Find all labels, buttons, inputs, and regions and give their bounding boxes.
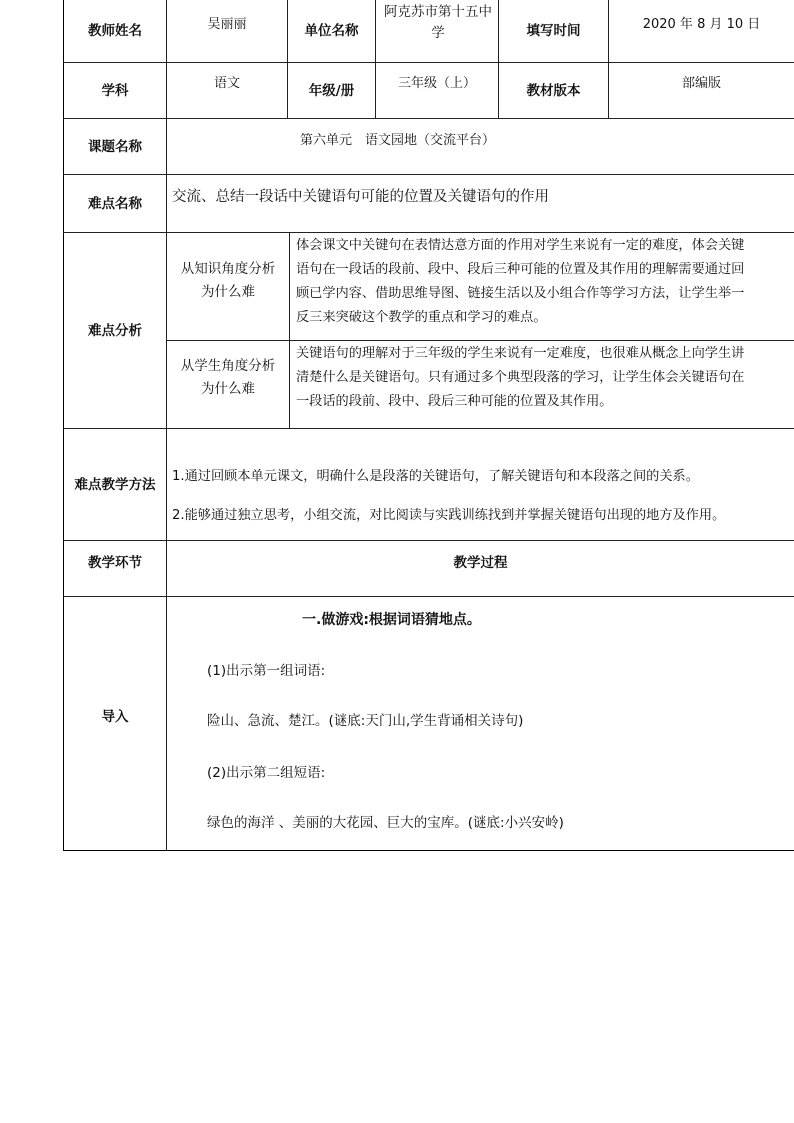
intro-item-2: (2)出示第二组短语: [207, 765, 326, 781]
student-line-3: 一段话的段前、段中、段后三种可能的位置及其作用。 [296, 394, 613, 409]
intro-item-1: (1)出示第一组词语: [207, 663, 326, 679]
grade-value: 三年级（上） [397, 76, 476, 91]
student-line-1: 关键语句的理解对于三年级的学生来说有一定难度，也很难从概念上向学生讲 [296, 346, 745, 361]
knowledge-line-2: 语句在一段话的段前、段中、段后三种可能的位置及其作用的理解需要通过回 [296, 262, 745, 277]
row-line-4 [63, 232, 794, 233]
unit-name-value: 阿克苏市第十五中学 [384, 4, 492, 41]
intro-content [167, 597, 794, 850]
analysis-divider [289, 232, 290, 428]
teaching-process-label: 教学过程 [453, 555, 508, 571]
difficulty-value: 交流、总结一段话中关键语句可能的位置及关键语句的作用 [172, 189, 549, 205]
teaching-stage-label: 教学环节 [88, 555, 142, 571]
analysis-split-line [166, 340, 794, 341]
intro-item-2-answer: 绿色的海洋 、美丽的大花园、巨大的宝库。(谜底:小兴安岭) [207, 815, 564, 831]
subject-value: 语文 [213, 76, 240, 91]
row-line-1 [63, 62, 794, 63]
intro-heading: 一.做游戏:根据词语猜地点。 [302, 612, 481, 628]
knowledge-line-1: 体会课文中关键句在表情达意方面的作用对学生来说有一定的难度，体会关键 [296, 238, 745, 253]
method-label: 难点教学方法 [74, 476, 156, 493]
difficulty-label: 难点名称 [88, 195, 142, 212]
student-angle-text [296, 342, 794, 414]
row-line-2 [63, 118, 794, 119]
method-line-1: 1.通过回顾本单元课文，明确什么是段落的关键语句，了解关键语句和本段落之间的关系。 [172, 469, 699, 484]
table-border-bottom [63, 850, 794, 851]
row-line-5 [63, 428, 794, 429]
subject-label: 学科 [101, 82, 129, 99]
knowledge-line-3: 顾已学内容、借助思维导图、链接生活以及小组合作等学习方法，让学生举一 [296, 286, 745, 301]
knowledge-angle-text [296, 234, 794, 330]
edition-value: 部编版 [681, 76, 721, 91]
teacher-name-label: 教师姓名 [88, 23, 142, 39]
knowledge-angle-label: 从知识角度分析为什么难 [180, 261, 276, 300]
intro-label: 导入 [101, 709, 129, 725]
analysis-label: 难点分析 [88, 322, 142, 339]
knowledge-line-4: 反三来突破这个教学的重点和学习的难点。 [296, 310, 547, 325]
method-line-2: 2.能够通过独立思考，小组交流，对比阅读与实践训练找到并掌握关键语句出现的地方及作用。 [172, 508, 726, 523]
grade-label: 年级/册 [308, 82, 355, 99]
topic-value: 第六单元 语文园地（交流平台） [300, 133, 496, 148]
fill-date-label: 填写时间 [526, 23, 581, 39]
unit-name-label: 单位名称 [304, 23, 359, 39]
student-angle-label: 从学生角度分析为什么难 [180, 358, 276, 397]
topic-label: 课题名称 [88, 138, 142, 155]
student-line-2: 清楚什么是关键语句。只有通过多个典型段落的学习，让学生体会关键语句在 [296, 370, 745, 385]
teacher-name-value: 吴丽丽 [207, 17, 247, 32]
header-divider-2 [375, 0, 376, 118]
fill-date-value: 2020 年 8 月 10 日 [642, 17, 761, 32]
intro-item-1-answer: 险山、急流、楚江。(谜底:天门山,学生背诵相关诗句) [207, 713, 524, 729]
row-line-3 [63, 174, 794, 175]
edition-label: 教材版本 [526, 82, 581, 99]
